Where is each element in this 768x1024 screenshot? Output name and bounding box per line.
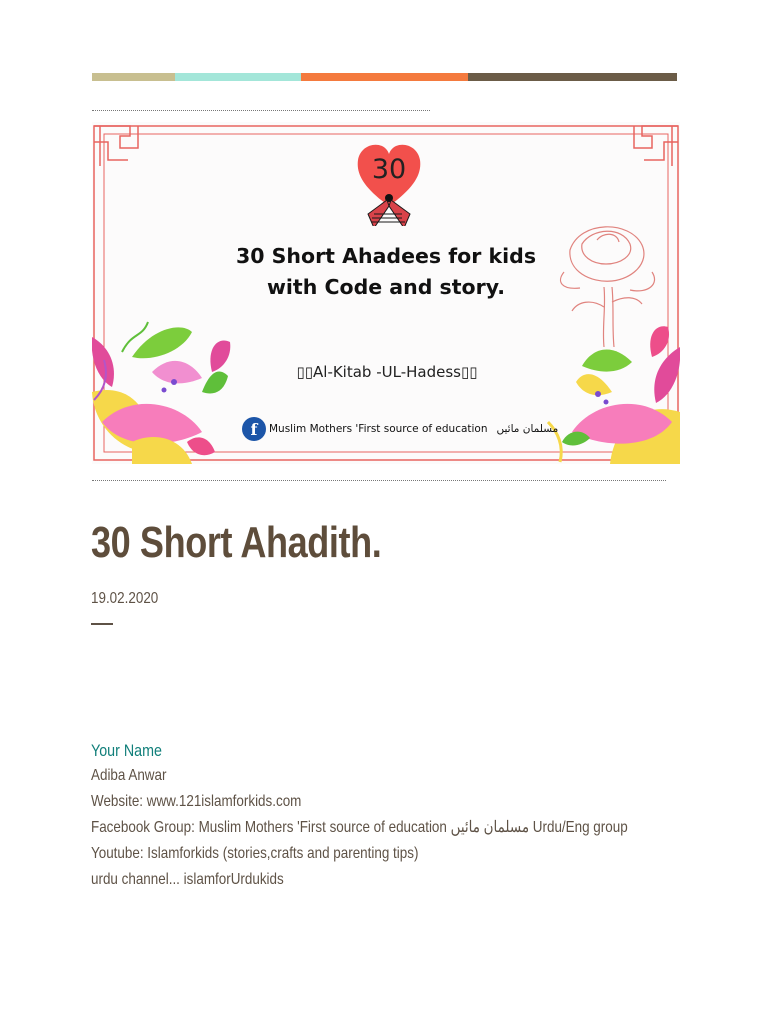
color-bar xyxy=(92,73,677,81)
facebook-group-line: Facebook Group: Muslim Mothers 'First source of education مسلمان مائیں Urdu/Eng group xyxy=(91,819,628,836)
color-bar-segment xyxy=(175,73,301,81)
page-title: 30 Short Ahadith. xyxy=(91,518,382,567)
facebook-credit-text: Muslim Mothers 'First source of education xyxy=(269,423,488,435)
color-bar-segment xyxy=(468,73,677,81)
author-label: Your Name xyxy=(91,741,162,760)
color-bar-segment xyxy=(301,73,468,81)
facebook-credit-urdu: مسلمان مائیں xyxy=(496,423,559,435)
youtube-line: Youtube: Islamforkids (stories,crafts and parenting tips) xyxy=(91,845,419,862)
author-info xyxy=(91,739,761,893)
banner-title xyxy=(182,241,590,303)
facebook-icon: f xyxy=(242,417,266,441)
author-name: Adiba Anwar xyxy=(91,767,167,784)
dotted-divider-top xyxy=(92,110,430,111)
floral-decoration-left xyxy=(92,322,230,464)
color-bar-segment xyxy=(92,73,175,81)
banner-subtitle: ▯▯Al-Kitab -UL-Hadess▯▯ xyxy=(296,363,478,381)
heart-badge xyxy=(354,136,424,226)
banner-title-line1: 30 Short Ahadees for kids xyxy=(235,244,537,268)
publish-date: 19.02.2020 xyxy=(91,590,159,607)
cover-image xyxy=(92,122,680,464)
facebook-credit xyxy=(242,416,558,442)
website-line: Website: www.121islamforkids.com xyxy=(91,793,302,810)
banner-title-line2: with Code and story. xyxy=(266,275,506,299)
dotted-divider-bottom xyxy=(92,480,666,481)
date-underline xyxy=(91,623,113,625)
heart-number: 30 xyxy=(371,154,407,185)
urdu-channel-line: urdu channel... islamforUrdukids xyxy=(91,871,284,888)
